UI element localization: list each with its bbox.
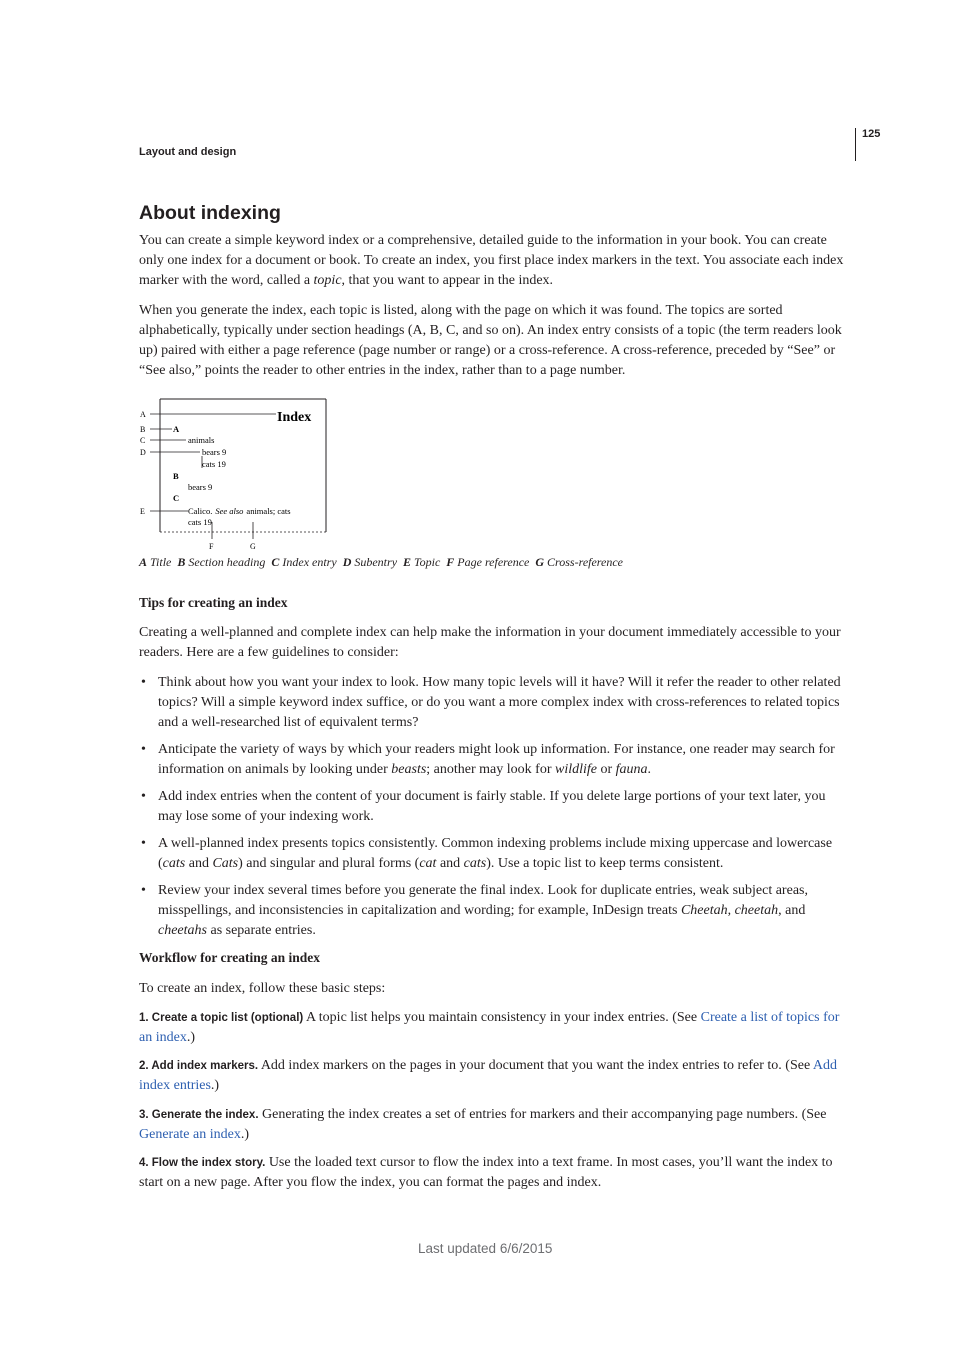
figure-section-c: C xyxy=(173,493,180,503)
intro-paragraph-2: When you generate the index, each topic is listed, along with the page on which it was found. The topics are sorted alphabetically, typically under section headings (A, B, C, and so on). An index entry consists of a topic (the term readers look up) paired with either a page reference (page number or range) or a cross-reference. A cross-reference, preceded by “See” or “See also,” points the reader to other entries in the index, rather than to a page number. xyxy=(139,303,842,378)
figure-index-heading: Index xyxy=(277,410,312,425)
tips-intro: Creating a well-planned and complete index can help make the information in your document immediately accessible to your readers. Here are a few guidelines to consider: xyxy=(139,625,841,660)
page-number: 125 xyxy=(862,128,881,140)
callout-b: B xyxy=(140,425,146,434)
intro-paragraph-1: You can create a simple keyword index or a comprehensive, detailed guide to the information in your book. You can create only one index for a document or book. To create an index, you first place index markers in the text. You associate each index marker with the word, called a topic, that you want to appear in the index. xyxy=(139,233,844,288)
header-divider xyxy=(855,128,856,161)
workflow-step-4: 4. Flow the index story. Use the loaded text cursor to flow the index into a text frame. In most cases, you’ll want the index to start on a new page. After you flow the index, you can format the pages and index. xyxy=(139,1155,833,1190)
callout-g: G xyxy=(250,542,256,551)
figure-subentry-bears: bears 9 xyxy=(202,447,227,457)
workflow-step-3: 3. Generate the index. Generating the index creates a set of entries for markers and their accompanying page numbers. (See Generate an index.) xyxy=(139,1107,827,1142)
figure-section-b: B xyxy=(173,471,179,481)
page-title: About indexing xyxy=(139,202,281,224)
workflow-step-1: 1. Create a topic list (optional) A topic list helps you maintain consistency in your index entries. (See Create a list of topics for an index.) xyxy=(139,1010,840,1045)
list-item: • Think about how you want your index to look. How many topic levels will it have? Will it refer the reader to other related topics? Will a simple keyword index suffice, or do you want a more complex index with cross-references to related topics and a well-researched list of equivalent terms? xyxy=(141,675,841,730)
workflow-heading: Workflow for creating an index xyxy=(139,950,320,965)
callout-f: F xyxy=(209,542,214,551)
figure-caption: A Title B Section heading C Index entry D Subentry E Topic F Page reference G Cross-reference xyxy=(139,555,624,569)
workflow-step-2: 2. Add index markers. Add index markers on the pages in your document that you want the index entries to refer to. (See Add index entries.) xyxy=(139,1058,838,1093)
tips-list xyxy=(139,673,851,948)
list-item: • Anticipate the variety of ways by which your readers might look up information. For instance, one reader may search for information on animals by looking under beasts; another may look for wildlife or fauna. xyxy=(141,742,835,777)
last-updated-footer: Last updated 6/6/2015 xyxy=(418,1241,553,1256)
figure-entry-animals: animals xyxy=(188,435,215,445)
link-generate-index[interactable]: Generate an index xyxy=(139,1127,241,1142)
list-item: • Add index entries when the content of your document is fairly stable. If you delete large portions of your text later, you may lose some of your indexing work. xyxy=(141,789,826,824)
list-item: • A well-planned index presents topics consistently. Common indexing problems include mixing uppercase and lowercase (cats and Cats) and singular and plural forms (cat and cats). Use a topic list to keep terms consistent. xyxy=(141,836,833,871)
link-create-topic-list[interactable]: Create a list of topics for an index xyxy=(139,1010,840,1045)
link-add-index-entries[interactable]: Add index entries xyxy=(139,1058,838,1093)
running-header: Layout and design xyxy=(139,146,237,158)
figure-subentry-cats: cats 19 xyxy=(202,459,226,469)
callout-a: A xyxy=(140,410,146,419)
list-item: • Review your index several times before you generate the final index. Look for duplicate entries, weak subject areas, misspellings, and inconsistencies in capitalization and wording; for example, InDesign treats Cheetah, cheetah, and cheetahs as separate entries. xyxy=(141,883,808,938)
index-figure xyxy=(136,396,330,554)
figure-entry-calico: Calico. See also animals; cats xyxy=(188,506,291,516)
callout-d: D xyxy=(140,448,146,457)
tips-heading: Tips for creating an index xyxy=(139,595,288,610)
figure-section-a: A xyxy=(173,424,180,434)
figure-entry-bears: bears 9 xyxy=(188,482,213,492)
figure-entry-cats: cats 19 xyxy=(188,517,212,527)
callout-e: E xyxy=(140,507,145,516)
callout-c: C xyxy=(140,436,146,445)
workflow-intro: To create an index, follow these basic steps: xyxy=(139,981,386,996)
